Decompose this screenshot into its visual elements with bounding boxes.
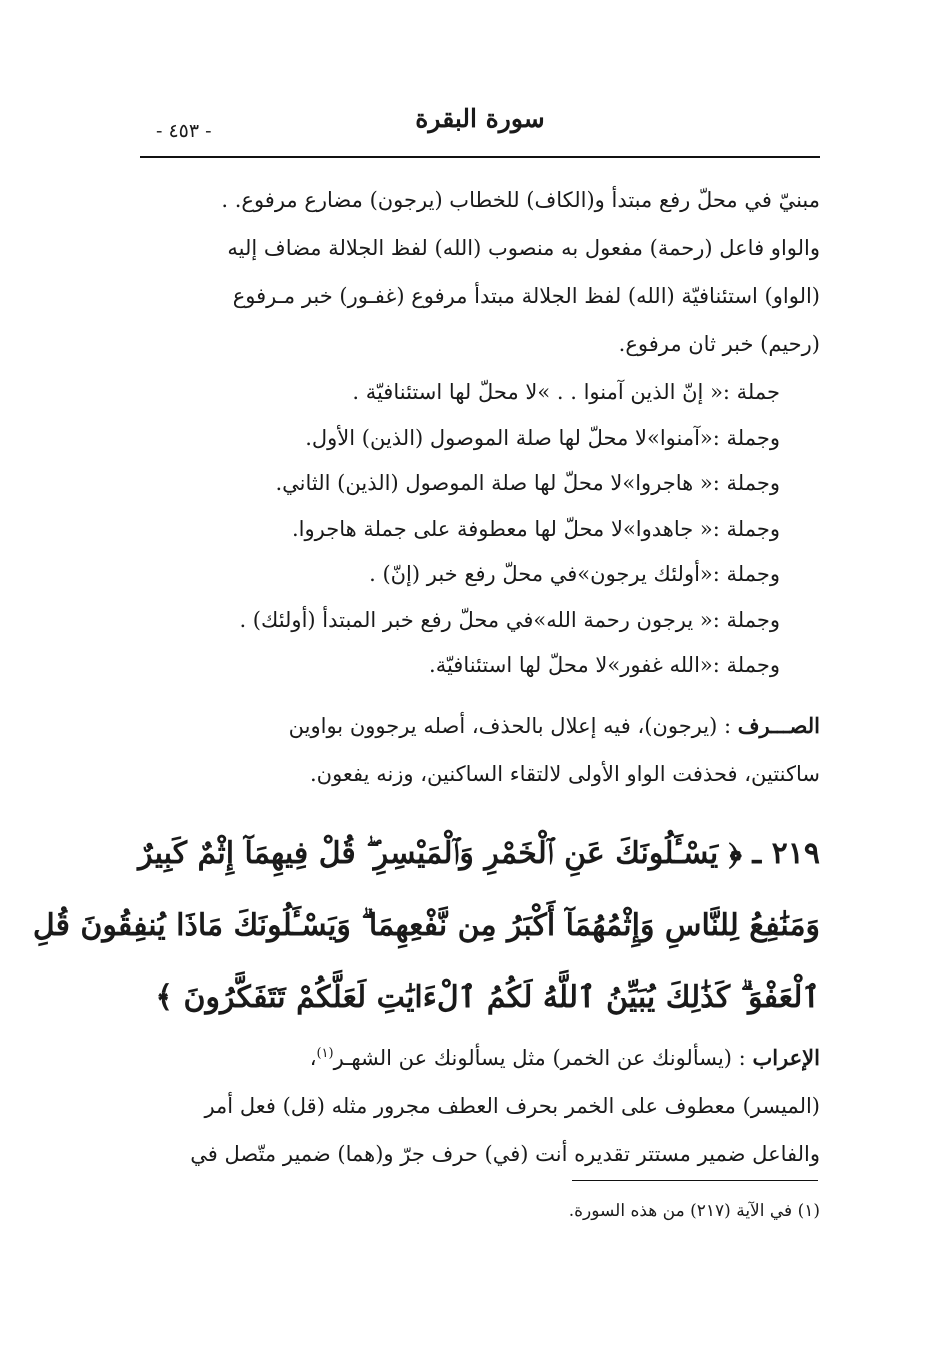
verse-line: ٱلْعَفْوَ ۗ كَذَٰلِكَ يُبَيِّنُ ٱللَّهُ لَكُمُ ٱلْءَايَٰتِ لَعَلَّكُمْ تَتَفَكَّرُونَ ﴾ [155,980,820,1015]
sarf-label: الصـــرف [737,713,820,738]
footnote: (١) في الآية (٢١٧) من هذه السورة. [568,1201,820,1221]
sentence-item: جملة :« إنّ الذين آمنوا . . »لا محلّ لها استئنافيّة . [352,380,780,404]
sarf-text: : (يرجون)، فيه إعلال بالحذف، أصله يرجوون بواوين [288,714,732,738]
intro-paragraph [140,176,820,368]
sentence-item: وجملة :«أولئك يرجون»في محلّ رفع خبر (إنّ) . [369,562,780,586]
intro-line: (الواو) استئنافيّة (الله) لفظ الجلالة مبتدأ مرفوع (غفـور) خبر مـرفوع [232,284,820,308]
quran-verse [32,818,820,1034]
sentence-analysis-list [140,370,780,689]
irab-punct: ، [309,1046,317,1070]
footnote-divider [572,1180,818,1181]
page-header [140,100,820,160]
irab-paragraph [140,1030,820,1178]
sentence-item: وجملة :« يرجون رحمة الله»في محلّ رفع خبر المبتدأ (أولئك) . [239,607,780,632]
footnote-reference: (١) [316,1046,334,1061]
sentence-item: وجملة :«آمنوا»لا محلّ لها صلة الموصول (الذين) الأول. [305,425,780,450]
sentence-item: وجملة :«الله غفور»لا محلّ لها استئنافيّة. [429,653,780,677]
irab-line: (الميسر) معطوف على الخمر بحرف العطف مجرور مثله (قل) فعل أمر [204,1094,820,1118]
sentence-item: وجملة :« هاجروا»لا محلّ لها صلة الموصول (الذين) الثاني. [275,471,780,495]
verse-line [140,818,820,890]
sentence-item: وجملة :« جاهدوا»لا محلّ لها معطوفة على جملة هاجروا. [291,516,780,541]
sarf-line: ساكنتين، فحذفت الواو الأولى لالتقاء الساكنين، وزنه يفعون. [309,762,820,786]
surah-title: سورة البقرة [415,104,545,133]
irab-line [140,1030,820,1082]
irab-label: الإعراب [752,1045,820,1070]
intro-line: والواو فاعل (رحمة) مفعول به منصوب (الله) لفظ الجلالة مضاف إليه [227,236,820,260]
irab-text: : (يسألونك عن الخمر) مثل يسألونك عن الشهـر [333,1046,746,1070]
intro-line: (رحيم) خبر ثان مرفوع. [618,332,820,356]
verse-line: وَمَنَٰفِعُ لِلنَّاسِ وَإِثْمُهُمَآ أَكْبَرُ مِن نَّفْعِهِمَا ۗ وَيَسْـَٔلُونَكَ مَاذَا يُنفِقُونَ قُلِ [32,908,820,943]
irab-line: والفاعل ضمير مستتر تقديره أنت (في) حرف جرّ و(هما) ضمير متّصل في [190,1142,820,1166]
verse-text: ﴿ يَسْـَٔلُونَكَ عَنِ ٱلْخَمْرِ وَٱلْمَيْسِرِ ۖ قُلْ فِيهِمَآ إِثْمٌ كَبِيرٌ [138,836,742,871]
sarf-paragraph [140,702,820,798]
verse-number: ٢١٩ ـ [752,836,820,871]
header-divider [140,156,820,158]
intro-line: مبنيّ في محلّ رفع مبتدأ و(الكاف) للخطاب (يرجون) مضارع مرفوع. . [221,188,820,212]
sarf-line [140,702,820,750]
page-number: - ٤٥٣ - [156,120,212,142]
